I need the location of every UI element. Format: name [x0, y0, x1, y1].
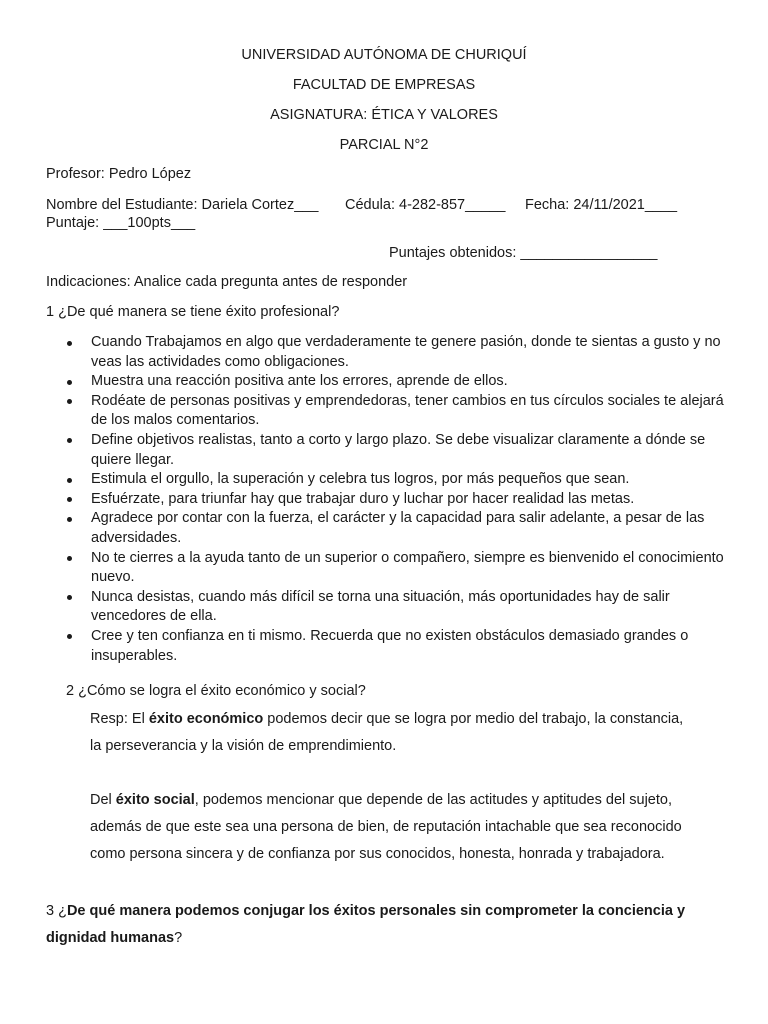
bullet-icon [67, 497, 72, 502]
list-item: Cuando Trabajamos en algo que verdaderamente te genere pasión, donde te sientas a gusto y no veas las actividades como obligaciones. [64, 333, 734, 372]
bullet-icon [67, 595, 72, 600]
university-title: UNIVERSIDAD AUTÓNOMA DE CHURIQUÍ [241, 47, 527, 63]
question-1: 1 ¿De qué manera se tiene éxito profesional? [46, 304, 340, 320]
list-item: Estimula el orgullo, la superación y celebra tus logros, por más pequeños que sean. [64, 470, 734, 490]
list-item: Esfuérzate, para triunfar hay que trabajar duro y luchar por hacer realidad las metas. [64, 490, 734, 510]
list-item: No te cierres a la ayuda tanto de un superior o compañero, siempre es bienvenido el conocimiento nuevo. [64, 549, 734, 588]
question-2: 2 ¿Cómo se logra el éxito económico y social? [66, 683, 366, 699]
bullet-icon [67, 517, 72, 522]
list-item: Define objetivos realistas, tanto a corto y largo plazo. Se debe visualizar claramente a dónde se quiere llegar. [64, 431, 734, 470]
list-item: Cree y ten confianza en ti mismo. Recuerda que no existen obstáculos demasiado grandes o insuperables. [64, 627, 734, 666]
bullet-icon [67, 380, 72, 385]
bullet-icon [67, 438, 72, 443]
exam-date: Fecha: 24/11/2021____ [525, 197, 678, 213]
exam-title: PARCIAL N°2 [339, 137, 429, 153]
bullet-icon [67, 634, 72, 639]
instructions: Indicaciones: Analice cada pregunta antes de responder [46, 274, 408, 290]
question-3-bold-text: De qué manera podemos conjugar los éxitos personales sin comprometer la conciencia y dignidad humanas [46, 903, 686, 946]
professor-line: Profesor: Pedro López [46, 166, 192, 182]
faculty-title: FACULTAD DE EMPRESAS [292, 77, 476, 93]
bullet-icon [67, 399, 72, 404]
bullet-icon [67, 556, 72, 561]
list-item: Muestra una reacción positiva ante los errores, aprende de ellos. [64, 372, 734, 392]
answer-2-economic: Resp: El éxito económico podemos decir que se logra por medio del trabajo, la constancia, la perseverancia y la visión de emprendimiento. [90, 711, 684, 754]
student-name: Nombre del Estudiante: Dariela Cortez___ [46, 197, 319, 213]
student-id: Cédula: 4-282-857_____ [345, 197, 506, 213]
question-3: 3 ¿De qué manera podemos conjugar los éxitos personales sin comprometer la conciencia y dignidad humanas? [46, 903, 686, 946]
subject-title: ASIGNATURA: ÉTICA Y VALORES [270, 107, 498, 123]
bullet-icon [67, 341, 72, 346]
bullet-icon [67, 478, 72, 483]
score-line: Puntaje: ___100pts___ [46, 215, 196, 231]
obtained-score: Puntajes obtenidos: _________________ [389, 245, 658, 261]
list-item: Nunca desistas, cuando más difícil se torna una situación, más oportunidades hay de salir vencedores de ella. [64, 588, 734, 627]
bold-term-social: éxito social [115, 792, 195, 808]
bold-term-economic: éxito económico [148, 711, 264, 727]
list-item: Rodéate de personas positivas y emprendedoras, tener cambios en tus círculos sociales te alejará de los malos comentarios. [64, 392, 734, 431]
answer-2-social: Del éxito social, podemos mencionar que depende de las actitudes y aptitudes del sujeto, además de que este sea una persona de bien, de reputación intachable que sea reconocido como persona sincera y de confianza por sus conocidos, honesta, honrada y trabajadora. [90, 792, 682, 862]
answer-list [64, 333, 734, 666]
list-item: Agradece por contar con la fuerza, el carácter y la capacidad para salir adelante, a pesar de las adversidades. [64, 509, 734, 548]
